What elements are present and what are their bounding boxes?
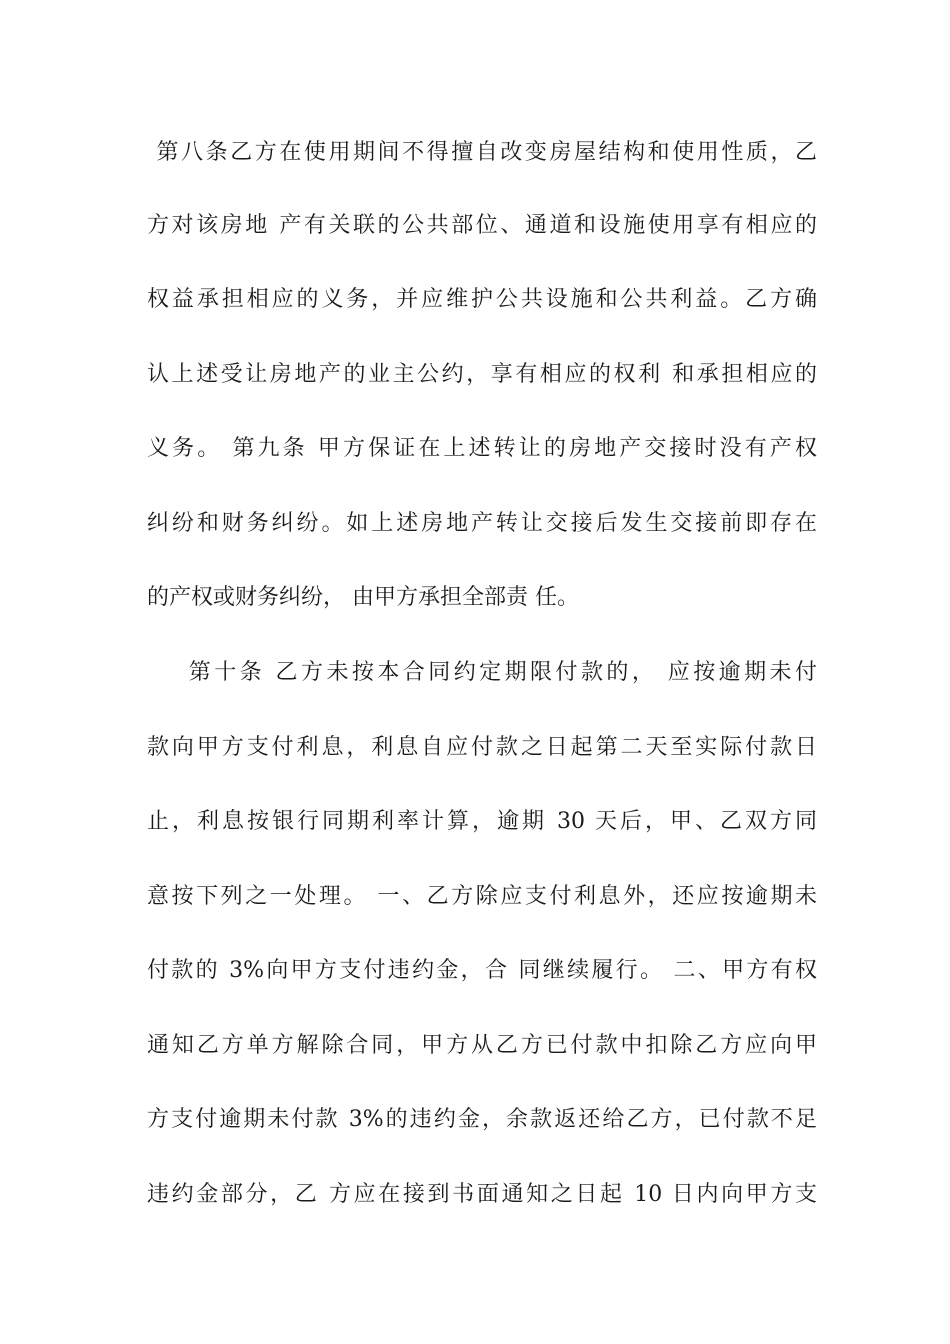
text-line-10: 止，利息按银行同期利率计算，逾期 30 天后，甲、乙双方同	[147, 809, 817, 834]
text-line-5: 义务。 第九条 甲方保证在上述转让的房地产交接时没有产权	[147, 436, 817, 461]
text-line-11: 意按下列之一处理。 一、乙方除应支付利息外，还应按逾期未	[147, 884, 817, 909]
text-line-4: 认上述受让房地产的业主公约，享有相应的权利 和承担相应的	[147, 362, 817, 387]
text-line-8: 第十条 乙方未按本合同约定期限付款的， 应按逾期未付	[147, 660, 817, 685]
text-line-12: 付款的 3%向甲方支付违约金，合 同继续履行。 二、甲方有权	[147, 958, 817, 983]
text-line-3: 权益承担相应的义务，并应维护公共设施和公共利益。乙方确	[147, 287, 817, 312]
text-line-2: 方对该房地 产有关联的公共部位、通道和设施使用享有相应的	[147, 213, 817, 238]
text-line-9: 款向甲方支付利息，利息自应付款之日起第二天至实际付款日	[147, 735, 817, 760]
text-line-14: 方支付逾期未付款 3%的违约金，余款返还给乙方，已付款不足	[147, 1107, 817, 1132]
text-line-6: 纠纷和财务纠纷。如上述房地产转让交接后发生交接前即存在	[147, 511, 817, 536]
text-line-15: 违约金部分，乙 方应在接到书面通知之日起 10 日内向甲方支	[147, 1182, 817, 1207]
text-line-7: 的产权或财务纠纷， 由甲方承担全部责 任。	[147, 585, 579, 610]
text-line-1: 第八条乙方在使用期间不得擅自改变房屋结构和使用性质，乙	[147, 140, 817, 165]
text-line-13: 通知乙方单方解除合同，甲方从乙方已付款中扣除乙方应向甲	[147, 1033, 817, 1058]
